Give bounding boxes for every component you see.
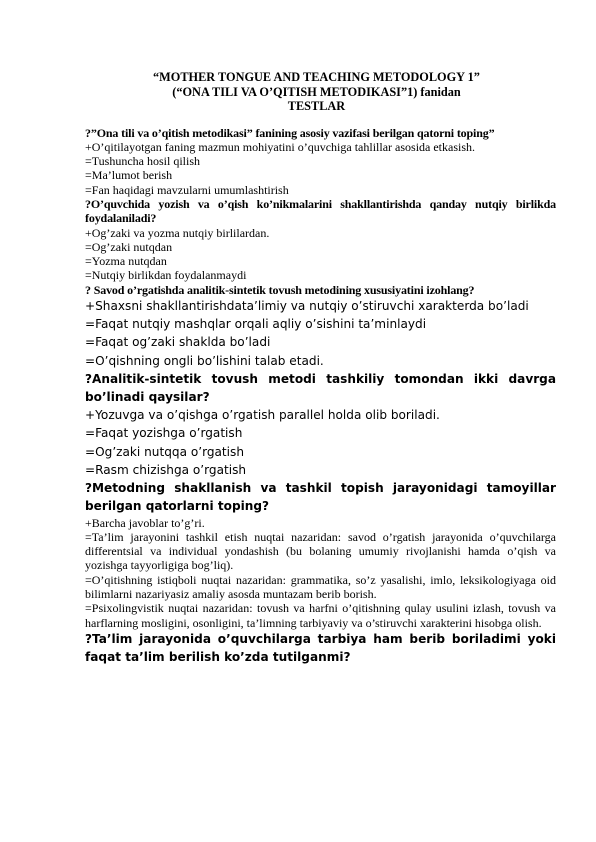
test-answer-option: +Barcha javoblar to’g’ri. bbox=[85, 515, 205, 530]
test-question: ?Analitik-sintetik tovush metodi tashkiliy tomondan ikki davrga bo’linadi qaysilar? bbox=[85, 371, 556, 405]
test-answer-option: =Faqat nutqiy mashqlar orqali aqliy o’sishini ta’minlaydi bbox=[85, 317, 427, 332]
header-subtitle: (“ONA TILI VA O’QITISH METODIKASI”1) fanidan bbox=[172, 84, 461, 99]
test-answer-option: +O’qitilayotgan faning mazmun mohiyatini o’quvchiga tahlillar asosida etkasish. bbox=[85, 139, 476, 154]
test-answer-option: =Yozma nutqdan bbox=[85, 254, 167, 269]
document-header bbox=[77, 70, 556, 114]
test-answer-option: =O’qitishning istiqboli nuqtai nazaridan: grammatika, so’z yasalishi, imlo, leksikologiyaga oid bilimlarni nazariyasiz amaliy asosda muntazam berib borish. bbox=[85, 572, 556, 601]
test-answer-option: =Tushuncha hosil qilish bbox=[85, 154, 201, 169]
test-answer-option: =Ta’lim jarayonini tashkil etish nuqtai nazaridan: savod o’rgatish jarayonida o’quvchilarga differentsial va individual yondashish (bu bolaning umumiy rivojlanishi hamda o’qish va yozishga tayyorligiga bog’liq). bbox=[85, 529, 556, 573]
header-spacer bbox=[85, 114, 556, 126]
test-answer-option: =Fan haqidagi mavzularni umumlashtirish bbox=[85, 182, 289, 197]
test-answer-option: +Og’zaki va yozma nutqiy birlilardan. bbox=[85, 225, 270, 240]
test-question: ?O’quvchida yozish va o’qish ko’nikmalarini shakllantirishda qanday nutqiy birlikda foydalaniladi? bbox=[85, 196, 556, 226]
test-answer-option: =Og’zaki nutqdan bbox=[85, 239, 173, 254]
test-question: ?”Ona tili va o’qitish metodikasi” fanining asosiy vazifasi berilgan qatorni toping” bbox=[85, 125, 495, 140]
test-answer-option: =Nutqiy birlikdan foydalanmaydi bbox=[85, 268, 247, 283]
test-answer-option: =Faqat yozishga o’rgatish bbox=[85, 426, 243, 441]
test-question: ? Savod o’rgatishda analitik-sintetik tovush metodining xususiyatini izohlang? bbox=[85, 282, 475, 297]
header-title: “MOTHER TONGUE AND TEACHING METODOLOGY 1” bbox=[153, 70, 480, 84]
test-answer-option: +Yozuvga va o’qishga o’rgatish parallel holda olib boriladi. bbox=[85, 408, 440, 423]
test-answer-option: =O’qishning ongli bo’lishini talab etadi. bbox=[85, 353, 324, 368]
test-answer-option: =Faqat og’zaki shaklda bo’ladi bbox=[85, 335, 271, 350]
test-answer-option: =Og’zaki nutqqa o’rgatish bbox=[85, 444, 244, 459]
test-answer-option: +Shaxsni shakllantirishdata’limiy va nutqiy o’stiruvchi xarakterda bo’ladi bbox=[85, 299, 529, 314]
test-answer-option: =Rasm chizishga o’rgatish bbox=[85, 462, 247, 477]
test-answer-option: =Psixolingvistik nuqtai nazaridan: tovush va harfni o’qitishning qulay usulini izlash, tovush va harflarning mosligini, osonligini, ta’limning tarbiyaviy va o’stiruvchi xarakterini hisobga olish. bbox=[85, 601, 556, 630]
test-question: ?Metodning shakllanish va tashkil topish jarayonidagi tamoyillar berilgan qatorlarni toping? bbox=[85, 481, 556, 514]
header-label: TESTLAR bbox=[287, 99, 346, 113]
test-items bbox=[85, 126, 556, 667]
test-answer-option: =Ma’lumot berish bbox=[85, 168, 173, 183]
test-question: ?Ta’lim jarayonida o’quvchilarga tarbiya ham berib boriladimi yoki faqat ta’lim berilish ko’zda tutilganmi? bbox=[85, 631, 556, 665]
